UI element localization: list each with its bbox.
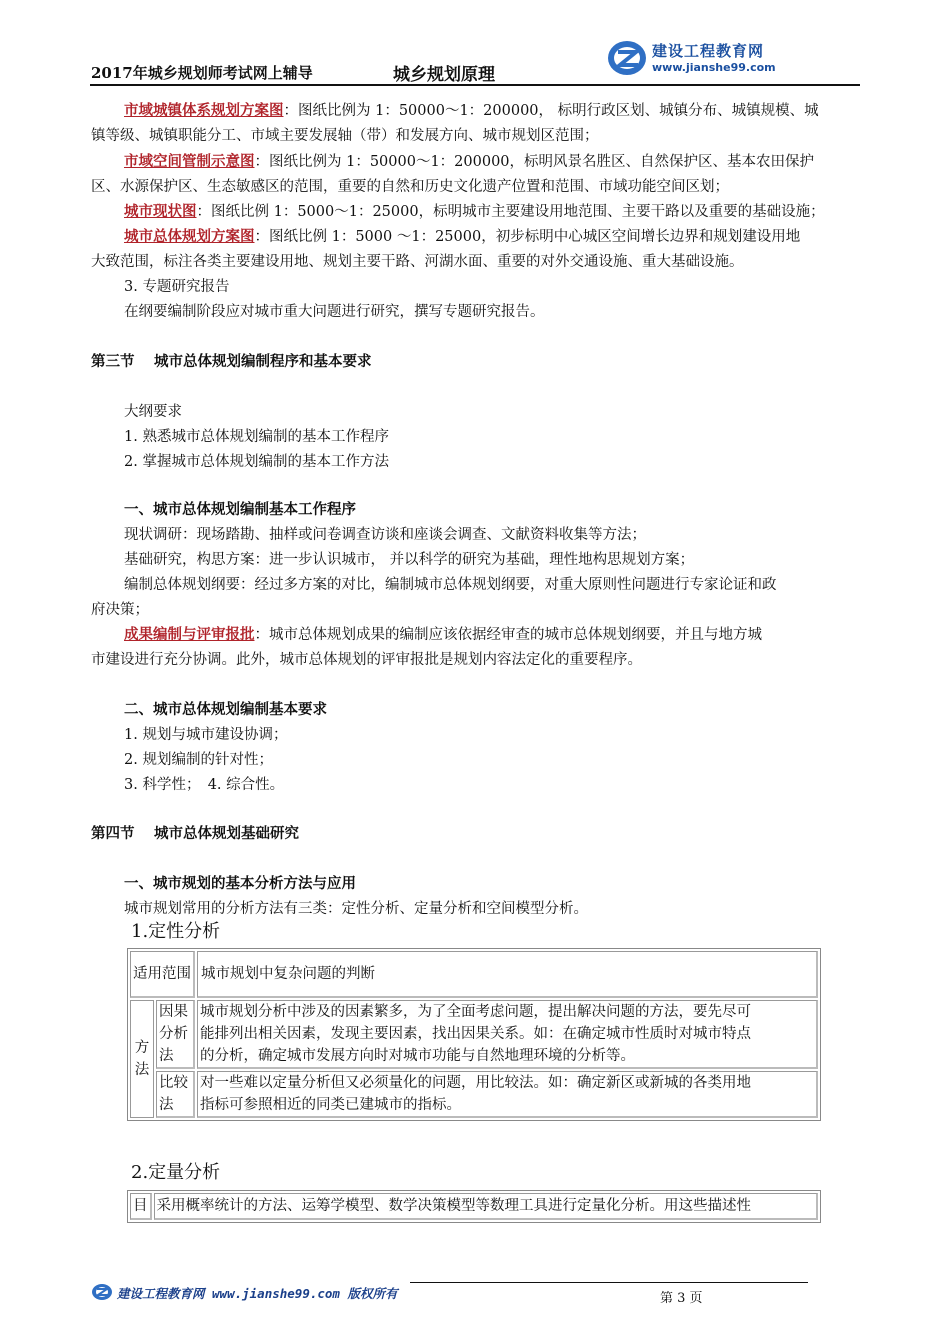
para-4-line-2: 大致范围，标注各类主要建设用地、规划主要干路、河湖水面、重要的对外交通设施、重大基础设施。	[91, 254, 744, 270]
causal-label: 因果分析法	[156, 1000, 195, 1069]
para-1-line-2: 镇等级、城镇职能分工、市域主要发展轴（带）和发展方向、城市规划区范围；	[91, 128, 599, 144]
table-row	[130, 1193, 818, 1220]
footer-divider	[410, 1282, 808, 1283]
step-2: 基础研究，构思方案：进一步认识城市， 并以科学的研究为基础，理性地构思规划方案；	[124, 552, 695, 568]
item-3-text: 在纲要编制阶段应对城市重大问题进行研究，撰写专题研究报告。	[124, 304, 545, 320]
step-3-line-2: 府决策；	[91, 602, 149, 618]
qualitative-table	[127, 948, 821, 1121]
outline-item-2: 2. 掌握城市总体规划编制的基本工作方法	[124, 454, 389, 470]
requirement-3-4: 3. 科学性； 4. 综合性。	[124, 777, 285, 793]
keyword-link[interactable]: 市域空间管制示意图	[124, 153, 255, 170]
heading-2: 二、城市总体规划编制基本要求	[124, 701, 327, 718]
quantitative-heading: 2.定量分析	[131, 1162, 221, 1183]
methods-intro: 城市规划常用的分析方法有三类：定性分析、定量分析和空间模型分析。	[124, 901, 588, 917]
scope-text: 城市规划中复杂问题的判断	[197, 951, 818, 998]
header-divider	[90, 84, 860, 86]
step-4-line-1: 成果编制与评审报批：城市总体规划成果的编制应该依据经审查的城市总体规划纲要，并且与地方城	[124, 626, 762, 643]
section-4-title: 第四节 城市总体规划基础研究	[91, 825, 300, 842]
footer-logo-icon	[91, 1283, 113, 1301]
logo-name[interactable]: 建设工程教育网	[652, 42, 765, 60]
scope-label: 适用范围	[130, 951, 195, 998]
requirement-1: 1. 规划与城市建设协调；	[124, 727, 288, 743]
step-4-line-2: 市建设进行充分协调。此外，城市总体规划的评审报批是规划内容法定化的重要程序。	[91, 652, 642, 668]
header-subject: 城乡规划原理	[393, 65, 495, 85]
footer-copyright[interactable]: 建设工程教育网 www.jianshe99.com 版权所有	[117, 1286, 398, 1301]
quantitative-table	[127, 1190, 821, 1223]
page-number: 第 3 页	[660, 1291, 703, 1306]
para-1-line-1: 市域城镇体系规划方案图：图纸比例为 1：50000～1：200000， 标明行政区划、城镇分布、城镇规模、城	[124, 102, 819, 119]
table-row	[130, 1000, 818, 1069]
step-1: 现状调研：现场踏勘、抽样或问卷调查访谈和座谈会调查、文献资料收集等方法；	[124, 527, 646, 543]
outline-title: 大纲要求	[124, 404, 182, 420]
item-3-heading: 3. 专题研究报告	[124, 279, 230, 295]
compare-text: 对一些难以定量分析但又必须量化的问题，用比较法。如：确定新区或新城的各类用地 指标可参照相近的同类已建城市的指标。	[197, 1071, 818, 1118]
heading-3: 一、城市规划的基本分析方法与应用	[124, 875, 356, 892]
heading-1: 一、城市总体规划编制基本工作程序	[124, 501, 356, 518]
step-3-line-1: 编制总体规划纲要：经过多方案的对比，编制城市总体规划纲要，对重大原则性问题进行专家论证和政	[124, 577, 777, 593]
method-label: 方法	[130, 1000, 154, 1118]
para-2-line-2: 区、水源保护区、生态敏感区的范围，重要的自然和历史文化遗产位置和范围、市域功能空间区划；	[91, 179, 729, 195]
table-row	[130, 1071, 818, 1118]
section-3-title: 第三节 城市总体规划编制程序和基本要求	[91, 353, 372, 370]
para-3-line-1: 城市现状图：图纸比例 1：5000～1：25000，标明城市主要建设用地范围、主要干路以及重要的基础设施；	[124, 203, 825, 220]
keyword-link[interactable]: 城市总体规划方案图	[124, 228, 255, 245]
para-2-line-1: 市域空间管制示意图：图纸比例为 1：50000～1：200000，标明风景名胜区、自然保护区、基本农田保护	[124, 153, 815, 170]
logo-url[interactable]: www.jianshe99.com	[652, 61, 776, 74]
keyword-link[interactable]: 市域城镇体系规划方案图	[124, 102, 284, 119]
header-course: 2017年城乡规划师考试网上辅导	[91, 64, 313, 82]
para-4-line-1: 城市总体规划方案图：图纸比例 1：5000 ～1：25000，初步标明中心城区空间增长边界和规划建设用地	[124, 228, 801, 245]
quant-label: 目	[130, 1193, 152, 1220]
compare-label: 比较法	[156, 1071, 195, 1118]
keyword-link[interactable]: 成果编制与评审报批	[124, 626, 255, 643]
outline-item-1: 1. 熟悉城市总体规划编制的基本工作程序	[124, 429, 389, 445]
qualitative-heading: 1.定性分析	[131, 921, 221, 942]
table-row	[130, 951, 818, 998]
causal-text: 城市规划分析中涉及的因素繁多，为了全面考虑问题，提出解决问题的方法，要先尽可 能排列出相关因素，发现主要因素，找出因果关系。如：在确定城市性质时对城市特点 的分析，确定城市发展方向时对城市功能与自然地理环境的分析等。	[197, 1000, 818, 1069]
requirement-2: 2. 规划编制的针对性；	[124, 752, 273, 768]
quant-text: 采用概率统计的方法、运筹学模型、数学决策模型等数理工具进行定量化分析。用这些描述性	[154, 1193, 819, 1220]
logo-icon	[606, 38, 648, 78]
keyword-link[interactable]: 城市现状图	[124, 203, 197, 220]
